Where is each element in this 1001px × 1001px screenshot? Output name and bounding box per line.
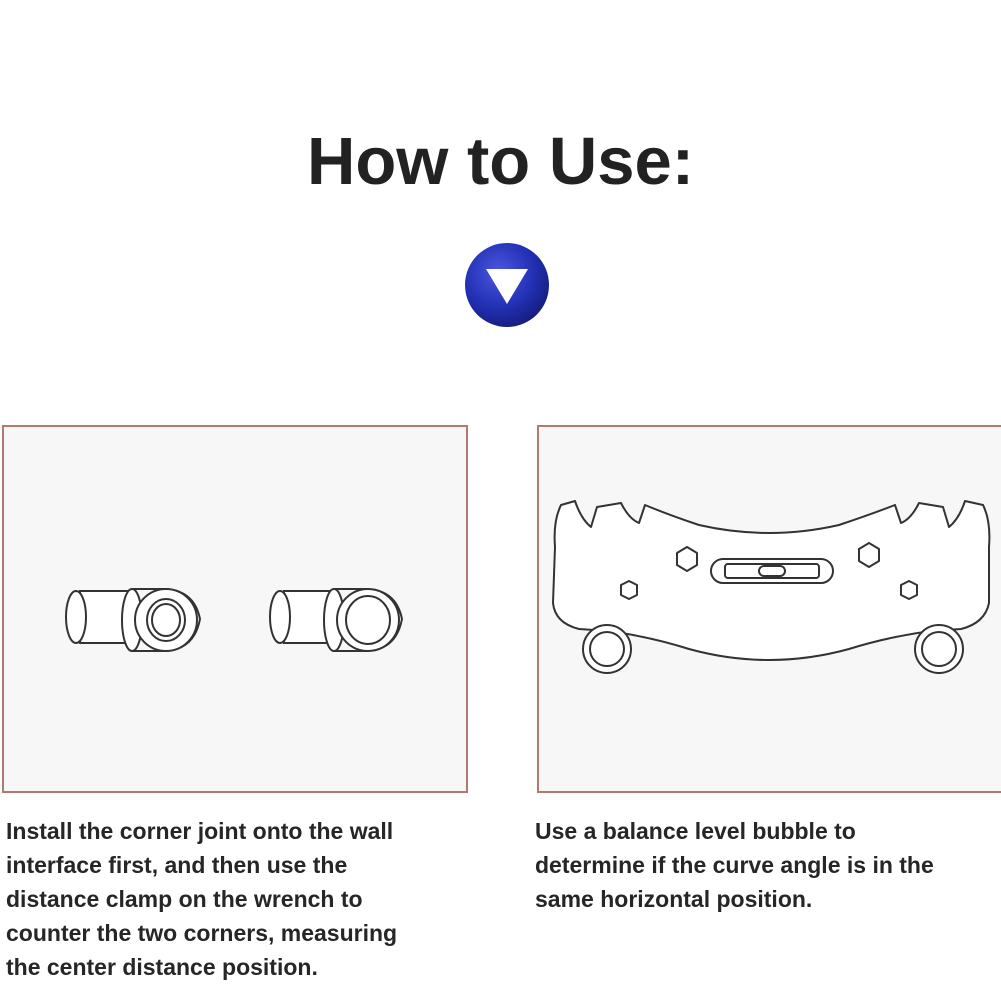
caption-line: Install the corner joint onto the wall xyxy=(6,818,394,844)
caption-line: distance clamp on the wrench to xyxy=(6,886,363,912)
caption-line: counter the two corners, measuring xyxy=(6,920,398,946)
caption-line: the center distance position. xyxy=(6,954,318,980)
wrench-level-bubble-icon xyxy=(539,427,1001,791)
step-one-panel xyxy=(2,425,468,793)
step-one-caption xyxy=(6,814,466,984)
caption-line: same horizontal position. xyxy=(535,886,813,912)
caption-line: Use a balance level bubble to xyxy=(535,818,856,844)
down-triangle-badge-icon xyxy=(464,242,550,328)
caption-line: determine if the curve angle is in the xyxy=(535,852,934,878)
caption-line: interface first, and then use the xyxy=(6,852,348,878)
step-two-panel xyxy=(537,425,1001,793)
step-two-caption xyxy=(535,814,995,916)
corner-joint-pair-icon xyxy=(4,427,466,791)
page-title: How to Use: xyxy=(306,124,695,199)
